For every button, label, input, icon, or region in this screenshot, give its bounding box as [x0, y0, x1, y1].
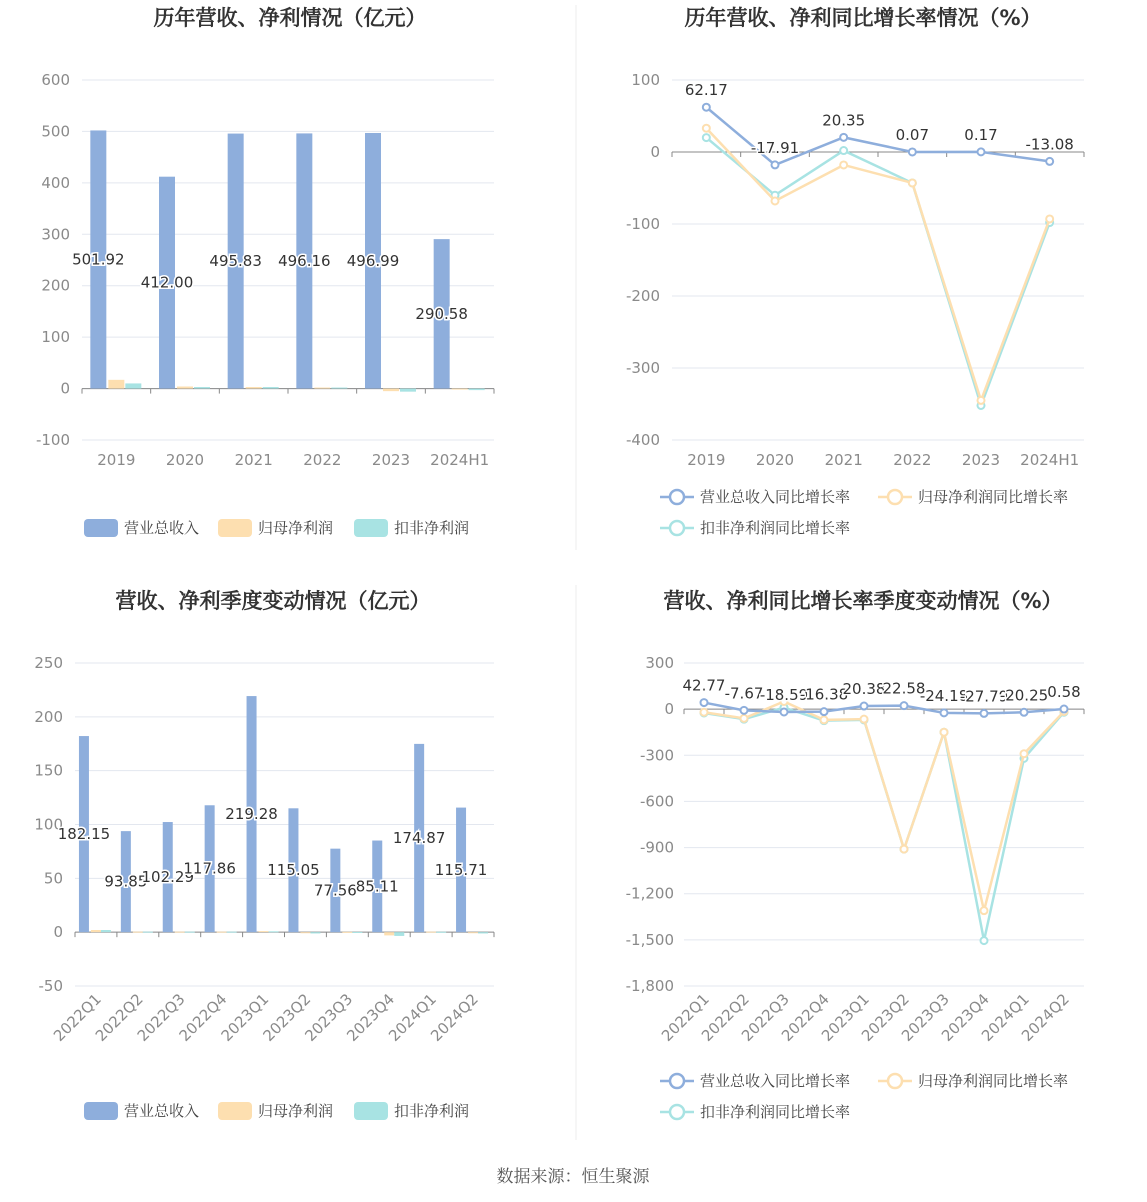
chart3-bar-s2 — [468, 932, 478, 933]
chart3-legend-label: 营业总收入 — [124, 1102, 200, 1120]
chart4-legend-marker — [888, 1074, 902, 1088]
chart4-data-label: -24.18 — [919, 686, 969, 705]
chart2-point-s1 — [840, 134, 847, 141]
chart4-data-label: -20.25 — [999, 686, 1049, 705]
chart3-data-label: 93.85 — [104, 872, 148, 891]
chart1-ytick: 300 — [41, 225, 70, 244]
chart3-bar-s2 — [133, 932, 143, 933]
chart4-data-label: 42.77 — [682, 676, 726, 695]
chart4-data-label: -7.67 — [724, 684, 764, 703]
chart2-point-s2 — [909, 179, 916, 186]
chart4-point-s1 — [1061, 706, 1068, 713]
chart3-bar-s2 — [91, 930, 101, 932]
chart1-ytick: 200 — [41, 276, 70, 295]
chart2-ytick: -400 — [625, 431, 660, 449]
chart1-legend-label: 扣非净利润 — [394, 519, 470, 537]
chart4-data-label: -27.79 — [959, 687, 1009, 706]
chart4-legend-marker — [670, 1074, 684, 1088]
chart1-bar-s2 — [452, 389, 468, 390]
chart2-ytick: 100 — [631, 71, 660, 89]
chart4-data-label: 22.58 — [882, 679, 926, 698]
chart1-ytick: 400 — [41, 173, 70, 192]
chart4-legend-label: 归母净利润同比增长率 — [918, 1072, 1069, 1090]
chart1-ytick: 0 — [60, 379, 70, 398]
chart4-point-s1 — [1021, 709, 1028, 716]
chart4-xtick: 2023Q4 — [938, 990, 993, 1045]
chart4-ytick: -600 — [639, 792, 674, 811]
chart1-xtick: 2023 — [371, 451, 411, 469]
chart1-xtick: 2022 — [303, 451, 342, 469]
chart3-legend-swatch — [84, 1102, 118, 1120]
chart1-legend-swatch — [218, 519, 252, 537]
chart3-bar-s2 — [426, 932, 436, 933]
chart2-point-s2 — [703, 125, 710, 132]
chart3-xtick: 2023Q1 — [217, 990, 273, 1045]
chart2-legend-marker — [670, 521, 684, 535]
chart4-xtick: 2023Q3 — [898, 990, 953, 1045]
chart2-ytick: -100 — [625, 215, 660, 233]
chart1-bar-s3 — [331, 388, 347, 389]
chart4-ytick: 300 — [645, 654, 674, 672]
chart1-data-label: 495.83 — [209, 252, 262, 271]
chart3-xtick: 2022Q3 — [133, 990, 189, 1045]
chart1-legend-swatch — [354, 519, 388, 537]
chart4-ytick: -1,500 — [625, 930, 674, 949]
chart1-bar-s2 — [177, 387, 193, 389]
chart3-title: 营收、净利季度变动情况（亿元） — [115, 589, 431, 613]
chart4-point-s1 — [941, 709, 948, 716]
chart3-xtick: 2022Q1 — [49, 990, 105, 1045]
chart3-data-label: 219.28 — [225, 805, 278, 824]
chart2-legend-label: 营业总收入同比增长率 — [700, 488, 851, 506]
chart4-ytick: -1,800 — [625, 977, 674, 995]
chart4-xtick: 2022Q1 — [658, 990, 713, 1045]
data-source: 数据来源：恒生聚源 — [496, 1167, 650, 1187]
chart3-xtick: 2023Q4 — [343, 990, 399, 1045]
chart1-legend-label: 归母净利润 — [258, 519, 334, 537]
chart2-point-s2 — [840, 161, 847, 168]
chart1-data-label: 496.99 — [346, 251, 400, 270]
chart4-ytick: -900 — [639, 838, 674, 857]
chart3-bar-s3 — [394, 932, 404, 936]
chart2-legend-marker — [670, 490, 684, 504]
chart1-ytick: 100 — [41, 328, 70, 347]
chart4-point-s1 — [821, 708, 828, 715]
chart4-legend-marker — [670, 1105, 684, 1119]
chart3-data-label: 182.15 — [57, 825, 111, 844]
chart4-point-s2 — [941, 729, 948, 736]
chart4-point-s2 — [861, 716, 868, 723]
chart3-data-label: 174.87 — [392, 829, 446, 848]
chart2-xtick: 2024H1 — [1020, 451, 1080, 469]
chart4-point-s1 — [701, 699, 708, 706]
chart4-data-label: 20.38 — [842, 680, 886, 699]
chart3-ytick: 250 — [34, 654, 63, 672]
chart1-bar-s2 — [108, 380, 124, 389]
chart1-data-label: 412.00 — [140, 273, 194, 292]
chart3-bar-s2 — [259, 931, 269, 932]
chart2-data-label: 0.17 — [964, 125, 998, 144]
chart4-ytick: -300 — [639, 746, 674, 765]
chart2-xtick: 2020 — [755, 451, 795, 469]
chart1-data-label: 496.16 — [278, 251, 331, 270]
chart2-point-s1 — [978, 148, 985, 155]
chart2-xtick: 2022 — [893, 451, 932, 469]
chart3-xtick: 2023Q2 — [259, 990, 315, 1045]
chart3-bar-s3 — [185, 932, 195, 933]
chart2-legend-label: 归母净利润同比增长率 — [918, 488, 1069, 506]
chart4-line-s3 — [704, 708, 1064, 941]
chart3-legend-swatch — [218, 1102, 252, 1120]
chart4-point-s2 — [821, 716, 828, 723]
chart4-xtick: 2022Q3 — [738, 990, 793, 1045]
chart3-ytick: 0 — [53, 923, 63, 942]
chart4-xtick: 2022Q4 — [778, 990, 833, 1045]
chart1-ytick: 600 — [41, 71, 70, 89]
chart2-data-label: -13.08 — [1025, 135, 1074, 154]
chart3-xtick: 2022Q2 — [91, 990, 147, 1045]
chart3-data-label: 117.86 — [183, 859, 236, 878]
chart2-line-s3 — [706, 138, 1049, 406]
chart3-ytick: 50 — [43, 869, 63, 888]
chart4-point-s2 — [981, 907, 988, 914]
chart2-xtick: 2021 — [824, 451, 863, 469]
chart4-point-s1 — [781, 709, 788, 716]
chart3-data-label: 115.71 — [434, 860, 488, 879]
chart1-bar-s2 — [314, 388, 330, 389]
chart3-xtick: 2024Q1 — [385, 990, 440, 1045]
chart2-ytick: -200 — [625, 287, 660, 305]
chart2-ytick: -300 — [625, 359, 660, 377]
chart2-legend-label: 扣非净利润同比增长率 — [700, 519, 851, 537]
chart1-bar-s2 — [246, 387, 262, 389]
chart1-bar-s2 — [383, 389, 399, 392]
chart2-point-s1 — [909, 148, 916, 155]
chart2-point-s2 — [978, 397, 985, 404]
chart3-bar-s3 — [269, 931, 279, 932]
chart3-ytick: -50 — [38, 977, 63, 995]
chart4-point-s2 — [701, 709, 708, 716]
chart3-xtick: 2022Q4 — [175, 990, 231, 1045]
chart3-bar-s2 — [384, 932, 394, 935]
chart2-xtick: 2023 — [961, 451, 1001, 469]
chart1-legend-label: 营业总收入 — [124, 519, 200, 537]
chart1-xtick: 2021 — [234, 451, 273, 469]
chart4-legend-label: 扣非净利润同比增长率 — [700, 1103, 851, 1121]
chart1-xtick: 2020 — [165, 451, 205, 469]
chart2-point-s3 — [840, 147, 847, 154]
chart3-bar-s2 — [217, 932, 227, 933]
chart2-title: 历年营收、净利同比增长率情况（%） — [684, 6, 1042, 30]
chart1-ytick: -100 — [35, 431, 70, 449]
chart1-xtick: 2024H1 — [430, 451, 490, 469]
chart3-bar-s2 — [175, 932, 185, 933]
chart3-legend-label: 扣非净利润 — [394, 1102, 470, 1120]
chart3-bar-s3 — [436, 932, 446, 933]
chart3-ytick: 150 — [34, 761, 63, 780]
chart3-bar-s3 — [478, 932, 488, 933]
chart2-data-label: -17.91 — [750, 138, 800, 157]
chart4-line-s2 — [704, 701, 1064, 910]
chart3-bar-s2 — [300, 932, 310, 933]
chart2-point-s2 — [772, 197, 779, 204]
chart4-ytick: -1,200 — [625, 884, 674, 903]
chart3-data-label: 85.11 — [355, 877, 399, 896]
chart4-data-label: 0.58 — [1047, 683, 1081, 702]
chart1-data-label: 501.92 — [72, 250, 125, 269]
chart3-bar-s3 — [101, 930, 111, 932]
chart1-bar-s3 — [263, 387, 279, 389]
chart3-ytick: 200 — [34, 707, 63, 726]
chart1-bar-s3 — [125, 383, 141, 388]
chart2-data-label: 62.17 — [684, 81, 728, 100]
chart3-data-label: 115.05 — [267, 861, 320, 880]
chart3-xtick: 2024Q2 — [427, 990, 482, 1045]
chart2-point-s3 — [703, 134, 710, 141]
chart4-legend-label: 营业总收入同比增长率 — [700, 1072, 851, 1090]
chart4-point-s3 — [981, 937, 988, 944]
chart4-point-s2 — [901, 846, 908, 853]
chart4-ytick: 0 — [664, 700, 674, 719]
chart1-title: 历年营收、净利情况（亿元） — [153, 6, 427, 30]
chart2-data-label: 20.35 — [822, 111, 866, 130]
chart1-ytick: 500 — [41, 122, 70, 141]
chart2-point-s1 — [703, 104, 710, 111]
chart4-point-s2 — [741, 715, 748, 722]
chart3-bar-s3 — [352, 932, 362, 933]
chart3-data-label: 77.56 — [313, 881, 357, 900]
chart1-legend-swatch — [84, 519, 118, 537]
chart2-ytick: 0 — [650, 143, 660, 161]
chart4-data-label: -16.38 — [799, 685, 849, 704]
chart3-xtick: 2023Q3 — [301, 990, 357, 1045]
chart4-point-s2 — [1021, 750, 1028, 757]
chart4-xtick: 2023Q2 — [858, 990, 913, 1045]
chart3-legend-swatch — [354, 1102, 388, 1120]
chart4-point-s1 — [901, 702, 908, 709]
chart4-xtick: 2024Q2 — [1018, 990, 1073, 1045]
chart2-xtick: 2019 — [687, 451, 726, 469]
chart3-bar-s3 — [227, 932, 237, 933]
chart3-bar-s2 — [342, 932, 352, 933]
chart2-legend-marker — [888, 490, 902, 504]
chart3-data-label: 102.29 — [141, 868, 194, 887]
chart4-point-s1 — [861, 703, 868, 710]
chart1-bar-s3 — [469, 389, 485, 391]
chart3-bar-s3 — [143, 932, 153, 933]
chart2-data-label: 0.07 — [895, 125, 930, 144]
chart3-legend-label: 归母净利润 — [258, 1102, 334, 1120]
chart3-ytick: 100 — [34, 815, 63, 834]
chart4-point-s1 — [741, 707, 748, 714]
chart1-bar-s3 — [194, 387, 210, 389]
chart4-title: 营收、净利同比增长率季度变动情况（%） — [663, 589, 1063, 613]
chart4-xtick: 2022Q2 — [698, 990, 753, 1045]
chart1-data-label: 290.58 — [415, 304, 468, 323]
chart1-xtick: 2019 — [97, 451, 136, 469]
chart3-bar-s3 — [310, 932, 320, 933]
chart4-xtick: 2024Q1 — [978, 990, 1033, 1045]
chart1-bar-s3 — [400, 389, 416, 392]
chart4-data-label: -18.59 — [759, 686, 809, 705]
chart4-xtick: 2023Q1 — [818, 990, 873, 1045]
chart4-point-s1 — [981, 710, 988, 717]
chart2-point-s1 — [1046, 158, 1053, 165]
chart2-point-s2 — [1046, 215, 1053, 222]
chart2-point-s1 — [772, 161, 779, 168]
